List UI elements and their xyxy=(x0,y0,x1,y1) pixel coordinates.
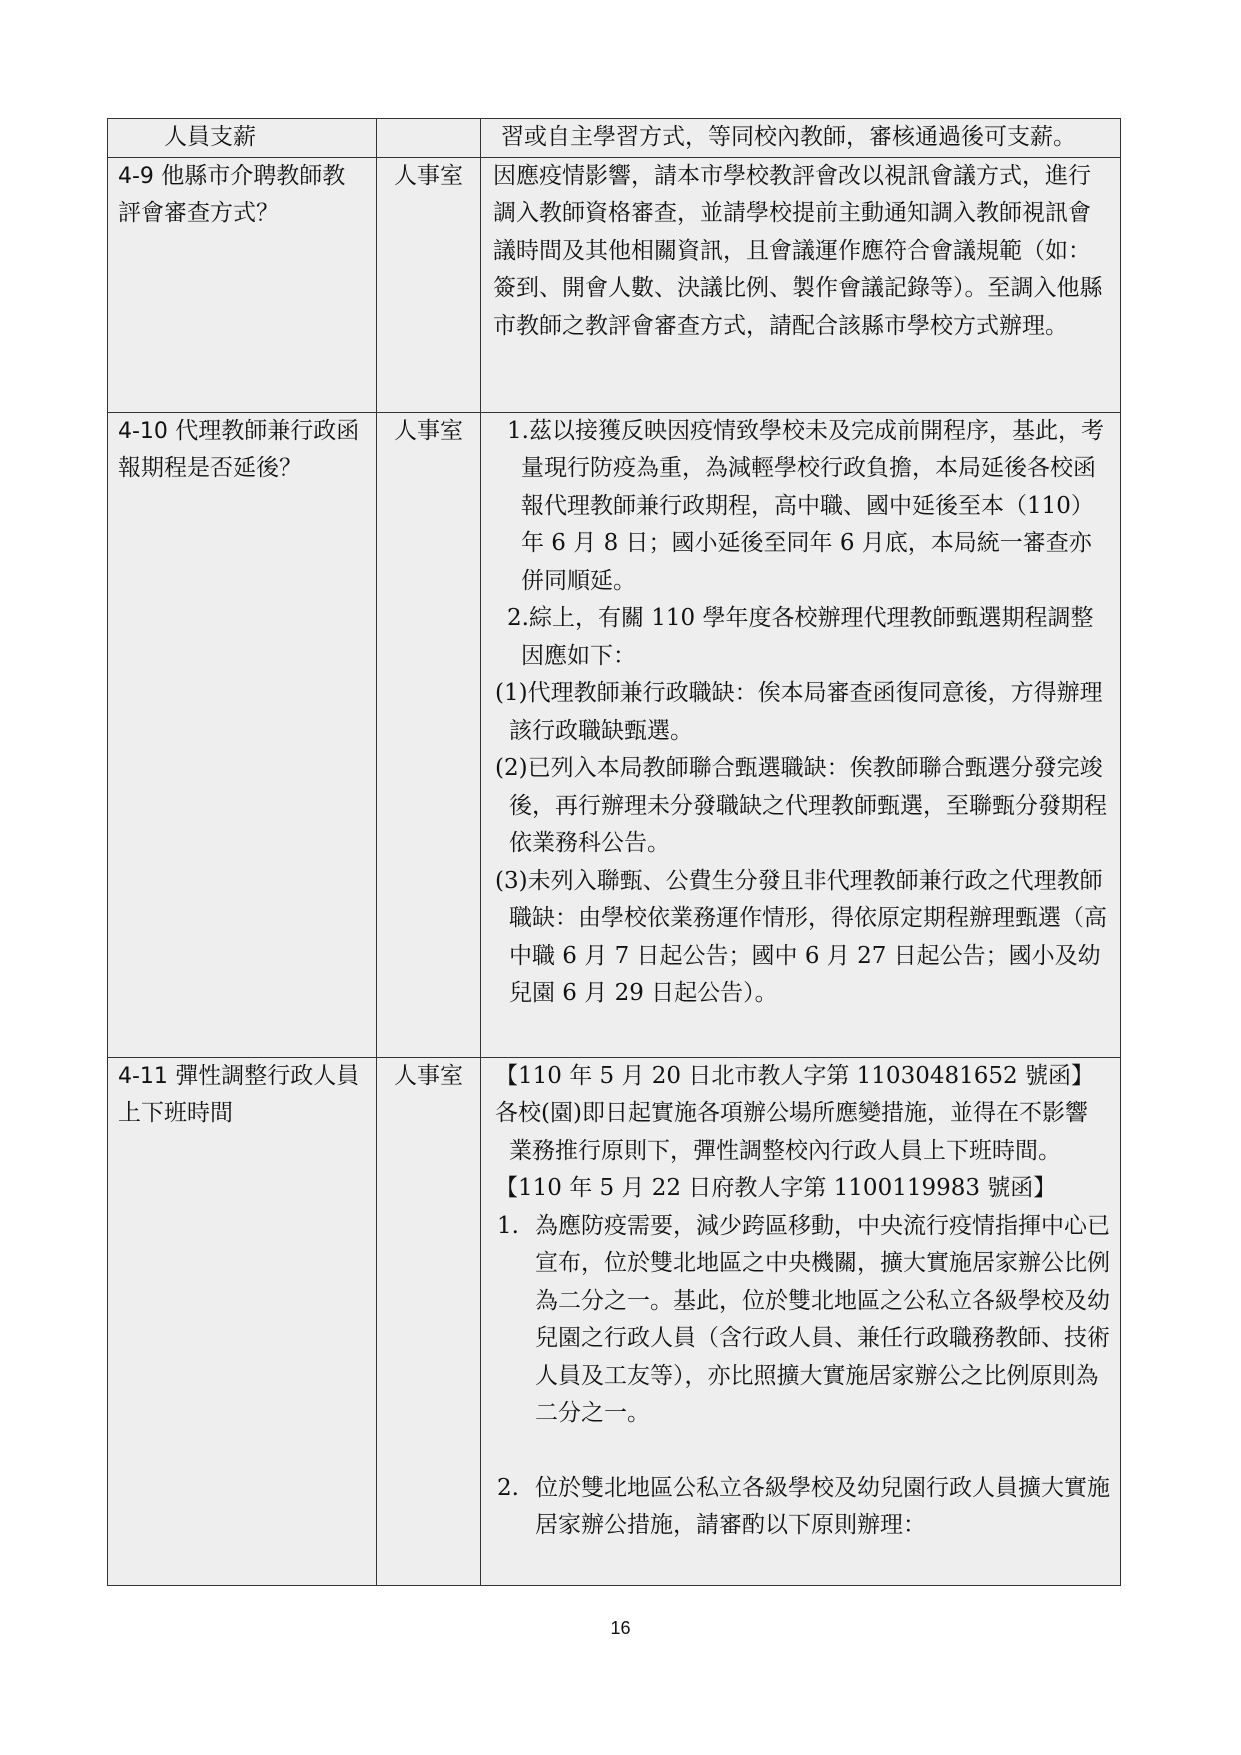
table-row xyxy=(108,157,1121,412)
question-text: 代理教師兼行政函報期程是否延後？ xyxy=(118,417,360,481)
answer-text: 習或自主學習方式，等同校內教師，審核通過後可支薪。 xyxy=(501,124,1076,150)
sub-list-item: (2)已列入本局教師聯合甄選職缺：俟教師聯合甄選分發完竣後，再行辦理未分發職缺之代理教師甄選，至聯甄分發期程依業務科公告。 xyxy=(495,755,1107,856)
list-item: 2.綜上，有關 110 學年度各校辦理代理教師甄選期程調整因應如下： xyxy=(507,605,1094,669)
unit-cell xyxy=(377,412,481,1057)
letter-body: 各校(園)即日起實施各項辦公場所應變措施，並得在不影響業務推行原則下，彈性調整校內行政人員上下班時間。 xyxy=(495,1100,1088,1164)
question-cell xyxy=(108,157,377,412)
qa-table xyxy=(107,118,1121,1586)
unit-cell xyxy=(377,157,481,412)
page-number: 16 xyxy=(610,1618,631,1638)
list-item xyxy=(495,1470,1110,1545)
list-item xyxy=(495,1208,1110,1433)
answer-text: 因應疫情影響，請本市學校教評會改以視訊會議方式，進行調入教師資格審查，並請學校提前主動通知調入教師視訊會議時間及其他相關資訊，且會議運作應符合會議規範（如：簽到、開會人數、決議比例、製作會議記錄等）。至調入他縣市教師之教評會審查方式，請配合該縣市學校方式辦理。 xyxy=(493,162,1103,339)
question-text: 他縣市介聘教師教評會審查方式？ xyxy=(118,162,346,226)
question-cell xyxy=(108,119,377,158)
letter-title: 【110 年 5 月 22 日府教人字第 1100119983 號函】 xyxy=(495,1175,1057,1201)
unit-text: 人事室 xyxy=(394,162,463,189)
letter-title: 【110 年 5 月 20 日北市教人字第 11030481652 號函】 xyxy=(495,1062,1094,1089)
question-text: 彈性調整行政人員上下班時間 xyxy=(118,1062,360,1126)
question-id: 4-10 xyxy=(118,418,168,444)
list-item: 1.茲以接獲反映因疫情致學校未及完成前開程序，基此，考量現行防疫為重，為減輕學校行政負擔，本局延後各校函報代理教師兼行政期程，高中職、國中延後至本（110）年 6 月 8 日；國小延後至同年 6 月底，本局統一審查亦併同順延。 xyxy=(507,417,1104,594)
answer-cell xyxy=(481,157,1121,412)
list-item-number: 1. xyxy=(497,1212,519,1239)
table-row xyxy=(108,1057,1121,1585)
answer-cell xyxy=(481,412,1121,1057)
question-cell xyxy=(108,412,377,1057)
question-cell xyxy=(108,1057,377,1585)
answer-cell xyxy=(481,119,1121,158)
table-row xyxy=(108,119,1121,158)
unit-text: 人事室 xyxy=(394,417,463,444)
list-item-number: 2. xyxy=(497,1474,519,1501)
question-id: 4-11 xyxy=(118,1063,168,1089)
unit-cell xyxy=(377,119,481,158)
unit-text: 人事室 xyxy=(394,1062,463,1089)
sub-list-item: (3)未列入聯甄、公費生分發且非代理教師兼行政之代理教師職缺：由學校依業務運作情形，得依原定期程辦理甄選（高中職 6 月 7 日起公告；國中 6 月 27 日起公告；國小及幼兒園 6 月 29 日起公告）。 xyxy=(495,867,1107,1006)
spacer xyxy=(495,1433,1110,1470)
list-item-text: 位於雙北地區公私立各級學校及幼兒園行政人員擴大實施居家辦公措施，請審酌以下原則辦理： xyxy=(535,1474,1110,1538)
question-id: 4-9 xyxy=(118,163,154,189)
table-row xyxy=(108,412,1121,1057)
list-item-text: 為應防疫需要，減少跨區移動，中央流行疫情指揮中心已宣布，位於雙北地區之中央機關，擴大實施居家辦公比例為二分之一。基此，位於雙北地區之公私立各級學校及幼兒園之行政人員（含行政人員、兼任行政職務教師、技術人員及工友等），亦比照擴大實施居家辦公之比例原則為二分之一。 xyxy=(535,1212,1110,1426)
sub-list-item: (1)代理教師兼行政職缺：俟本局審查函復同意後，方得辦理該行政職缺甄選。 xyxy=(495,680,1103,744)
answer-cell xyxy=(481,1057,1121,1585)
question-text: 人員支薪 xyxy=(164,124,256,150)
unit-cell xyxy=(377,1057,481,1585)
